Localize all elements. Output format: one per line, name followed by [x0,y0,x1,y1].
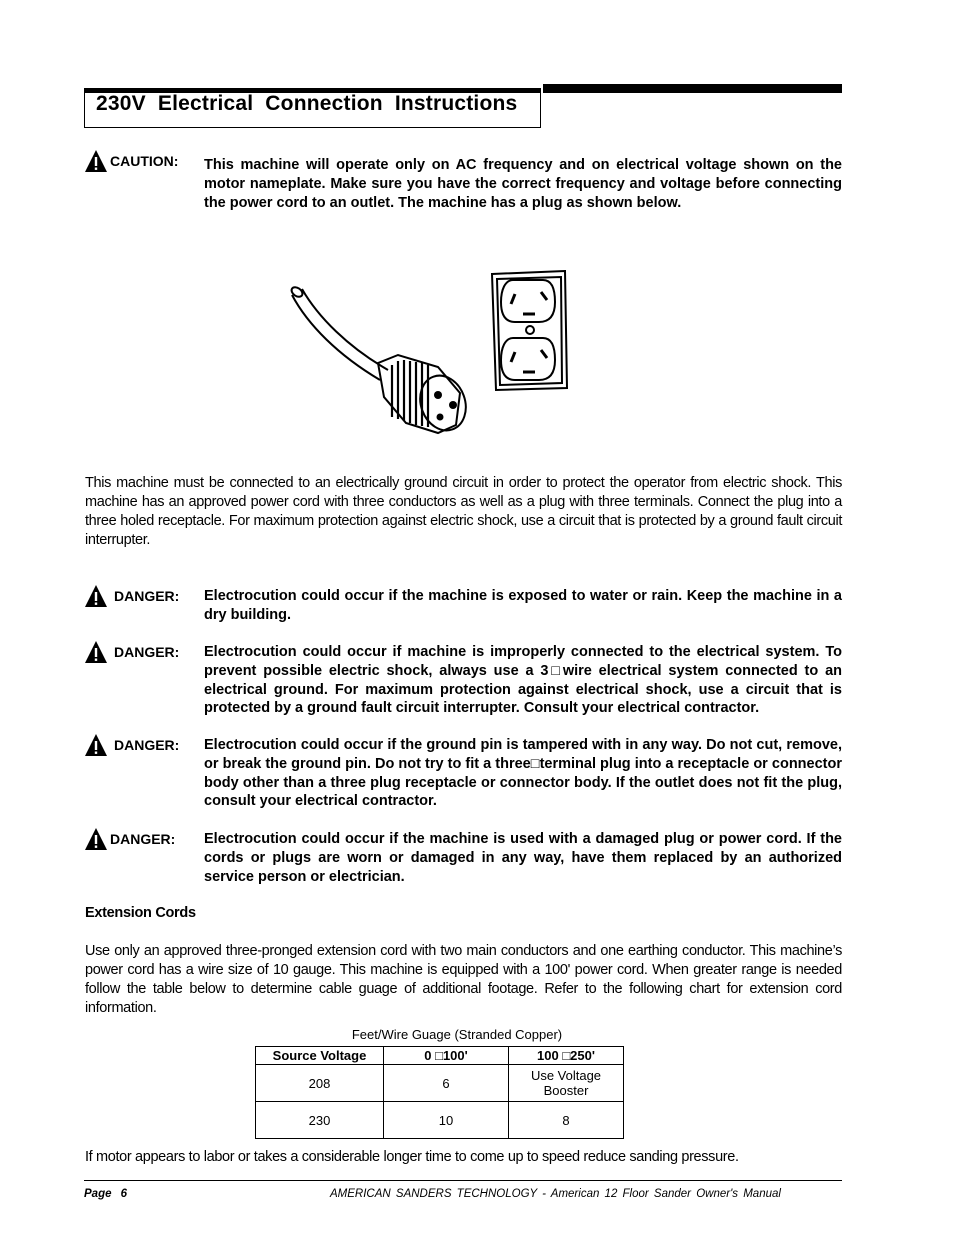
wire-gauge-table [255,1046,624,1139]
table-cell: 6 [384,1065,509,1102]
table-row [256,1065,624,1102]
table-cell: 8 [509,1102,624,1139]
warning-icon [84,149,108,173]
danger-label [84,640,179,664]
danger-label [84,733,179,757]
warning-icon [84,827,108,851]
danger-label [84,827,175,851]
title-rule [543,84,842,93]
caution-label-text: CAUTION: [110,153,179,169]
danger-label-text: DANGER: [114,737,180,753]
danger-text: Electrocution could occur if machine is improperly connected to the electrical system. To prevent possible electric shock, always use a 3□wire electrical system connected to an electrical ground. For maximum protection against electrical shock, use a circuit that is protected by a ground fault circuit interrupter. Consult your electrical contractor. [204,644,842,717]
table-caption: Feet/Wire Guage (Stranded Copper) [351,1027,563,1042]
table-header: Source Voltage [256,1047,384,1065]
warning-icon [84,584,108,608]
table-cell: 208 [256,1065,384,1102]
table-row [256,1102,624,1139]
danger-text: Electrocution could occur if the machine is used with a damaged plug or power cord. If the cords or plugs are worn or damaged in any way, have them replaced by an authorized service person or electrician. [204,831,842,885]
danger-label-text: DANGER: [110,831,176,847]
page-number: Page 6 [84,1188,128,1200]
danger-text: Electrocution could occur if the machine is exposed to water or rain. Keep the machine in a dry building. [204,588,842,623]
warning-icon [84,733,108,757]
manual-title: AMERICAN SANDERS TECHNOLOGY - American 12 Floor Sander Owner's Manual [330,1188,781,1200]
table-cell: 230 [256,1102,384,1139]
danger-text: Electrocution could occur if the ground pin is tampered with in any way. Do not cut, remove, or break the ground pin. Do not try to fit a three□terminal plug into a receptacle or connector body other than a three plug receptacle or connector body. If the outlet does not fit the plug, consult your electrical contractor. [204,737,842,810]
caution-text: This machine will operate only on AC frequency and on electrical voltage shown on the motor nameplate. Make sure you have the correct frequency and voltage before connecting the power cord to an outlet. The machine has a plug as shown below. [204,157,842,211]
extension-cords-paragraph: Use only an approved three-pronged extension cord with two main conductors and one earthing conductor. This machine’s power cord has a wire size of 10 gauge. This machine is equipped with a 100' power cord. When greater range is needed follow the table below to determine cable guage of additional footage. Refer to the following chart for extension cord information. [85,943,842,1016]
table-header: 0 □100' [384,1047,509,1065]
danger-label-text: DANGER: [114,588,180,604]
table-cell: 10 [384,1102,509,1139]
warning-icon [84,640,108,664]
extension-cords-heading: Extension Cords [85,905,196,921]
page-title: 230V Electrical Connection Instructions [96,92,518,115]
table-header: 100 □250' [509,1047,624,1065]
receptacle-illustration [489,270,569,392]
grounding-paragraph: This machine must be connected to an electrically ground circuit in order to protect the operator from electric shock. This machine has an approved power cord with three conductors as well as a plug with three terminals. Connect the plug into a three holed receptacle. For maximum protection against electric shock, use a circuit that is protected by a ground fault circuit interrupter. [85,475,842,548]
plug-illustration [288,285,488,440]
danger-label-text: DANGER: [114,644,180,660]
table-cell: Use Voltage Booster [509,1065,624,1102]
danger-label [84,584,179,608]
caution-label [84,149,178,173]
footer-rule [84,1180,842,1181]
table-header-row [256,1047,624,1065]
closing-paragraph: If motor appears to labor or takes a considerable longer time to come up to speed reduce sanding pressure. [85,1149,739,1165]
